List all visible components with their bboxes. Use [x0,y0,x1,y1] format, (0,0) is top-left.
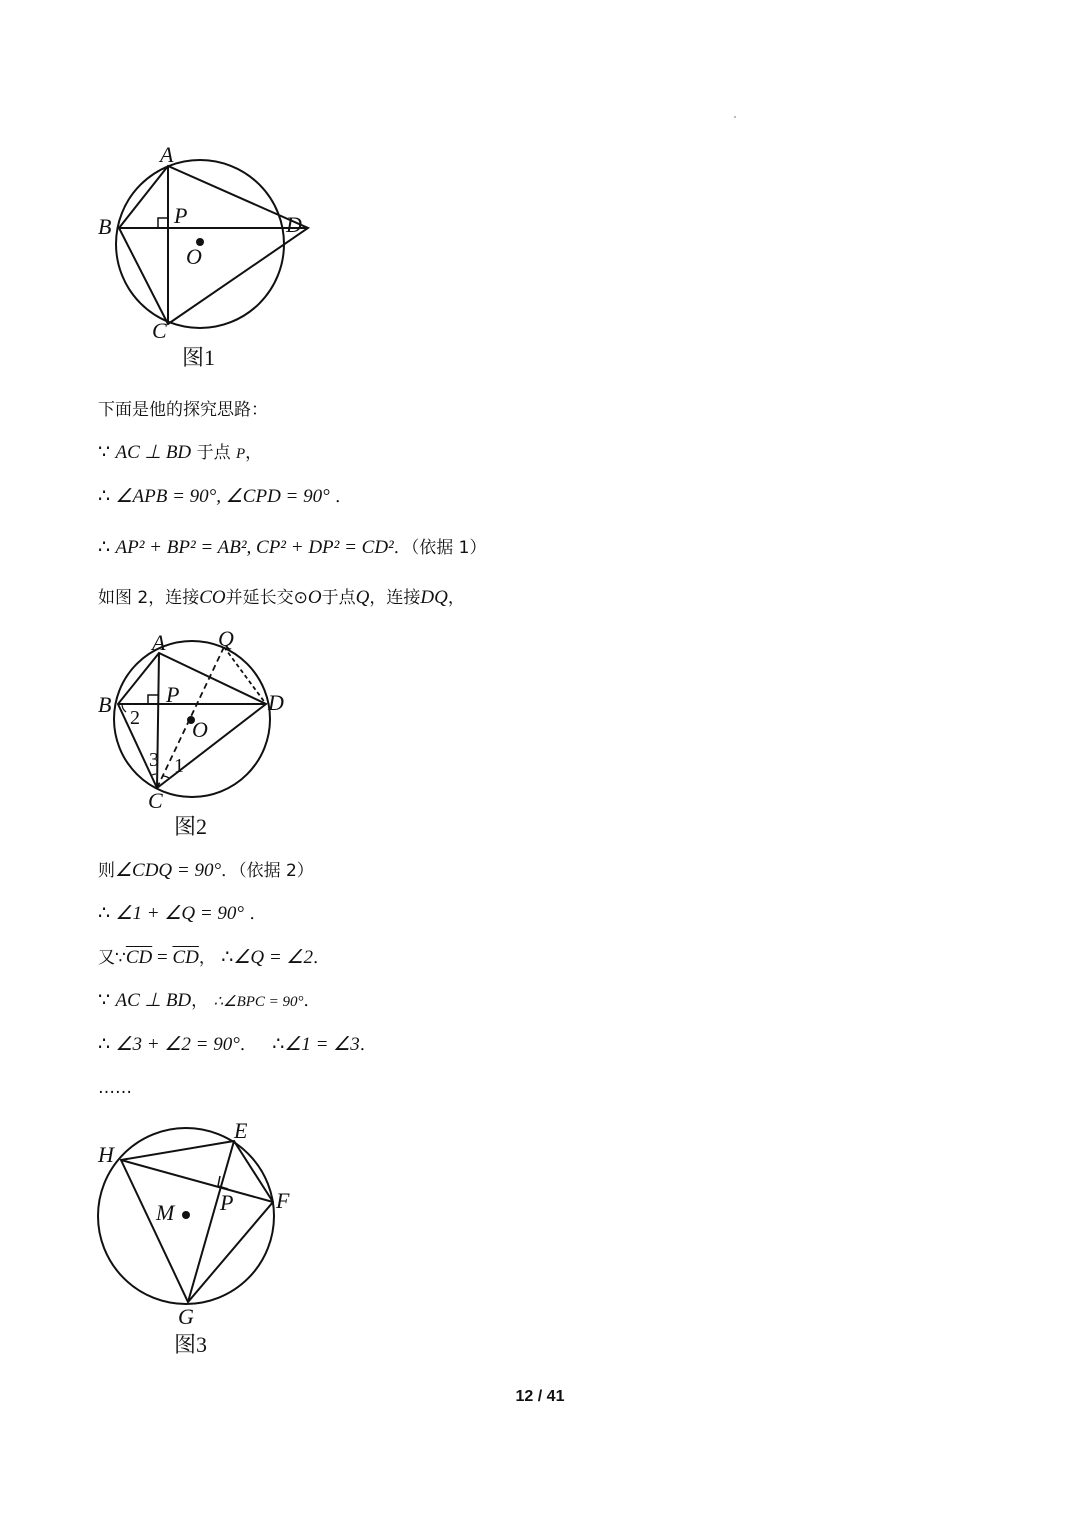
text-line-11 [98,1076,132,1100]
math-pythagoras: AP² + BP² = AB², CP² + DP² = CD² [115,537,394,558]
math-angle1-q: ∠1 + ∠Q = 90° [115,903,245,924]
fig2-angle-3: 3 [149,749,159,771]
text-connect-2: ，连接 [369,588,421,608]
math-co: CO [199,587,226,608]
text-extend: 并延长交⊙ [225,588,308,608]
page-number: 12 / 41 [515,1388,565,1405]
math-ac-perp-bd: AC ⊥ BD [115,990,192,1011]
period: ． [303,991,321,1011]
comma: ， [245,443,263,463]
ellipsis: …… [98,1078,132,1098]
fig2-angle-2: 2 [130,707,140,729]
therefore-symbol: ∴ [98,1034,111,1055]
therefore-symbol: ∴ [221,947,234,968]
text-line-9 [98,989,321,1014]
text-at-point: 于点 [191,443,231,463]
fig2-angle-1: 1 [174,755,184,777]
period: ． [239,1035,257,1055]
fig3-label-p: P [220,1190,234,1215]
math-cdq-90: ∠CDQ = 90° [115,860,222,881]
math-o: O [307,587,322,608]
text-basis-1: ．（依据 1） [393,538,487,558]
fig2-label-q: Q [218,626,234,651]
figure-3 [88,1110,328,1365]
text-line-8 [98,946,330,970]
fig1-label-c: C [152,318,167,343]
fig2-label-c: C [148,788,163,813]
fig2-label-o: O [192,717,208,742]
text-intro: 下面是他的探究思路： [98,400,268,420]
because-symbol: ∵ [98,990,111,1011]
text-line-6 [98,859,314,883]
therefore-symbol: ∴ [98,486,111,507]
math-q: Q [355,587,370,608]
fig2-label-d: D [268,690,284,715]
text-then: 则 [98,861,115,881]
text-line-5 [98,586,465,610]
fig1-label-a: A [160,142,174,167]
fig3-label-f: F [276,1188,290,1213]
text-basis-2: ．（依据 2） [221,861,314,881]
fig2-caption: 图2 [174,814,208,839]
fig2-label-p: P [166,682,180,707]
math-q-eq-2: ∠Q = ∠2 [233,947,313,968]
period: ． [359,1035,377,1055]
therefore-symbol: ∴ [98,903,111,924]
text-also-because: 又∵ [98,948,126,968]
fig3-label-h: H [98,1142,114,1167]
text-line-2 [98,441,262,466]
text-line-3 [98,485,352,509]
math-arc-cd: $\overline{CD}$ [125,947,153,968]
fig3-label-g: G [178,1304,194,1329]
math-3-plus-2: ∠3 + ∠2 = 90° [115,1034,240,1055]
fig1-caption: 图1 [182,345,216,370]
therefore-symbol: ∴ [98,537,111,558]
equals: = [152,947,173,968]
figure-2 [90,624,330,844]
text-line-4 [98,536,487,560]
comma: ， [447,588,465,608]
period: ． [249,904,267,924]
figure-1 [90,140,330,375]
text-line-1 [98,398,268,422]
comma: ， [198,948,216,968]
text-line-7 [98,902,266,926]
period: ． [335,487,353,507]
fig1-label-p: P [174,203,188,228]
text-line-10 [98,1033,377,1057]
math-bpc-90: ∴∠BPC = 90° [213,994,304,1010]
stray-dot [734,116,736,118]
therefore-symbol: ∴ [272,1034,285,1055]
math-angles-90: ∠APB = 90°, ∠CPD = 90° [115,486,330,507]
text-at-point: 于点 [321,588,356,608]
fig3-label-m: M [156,1200,175,1225]
fig3-caption: 图3 [174,1332,208,1357]
fig2-label-b: B [98,692,112,717]
comma: ， [191,991,209,1011]
fig3-label-e: E [234,1118,248,1143]
period: ． [312,948,330,968]
text-connect: 如图 2，连接 [98,588,200,608]
fig1-label-o: O [186,244,202,269]
fig1-label-b: B [98,214,112,239]
math-p: P [235,446,246,462]
math-1-eq-3: ∠1 = ∠3 [284,1034,360,1055]
math-arc-cd-2: $\overline{CD}$ [172,947,199,968]
fig1-label-d: D [286,212,302,237]
math-ac-perp-bd: AC ⊥ BD [115,442,192,463]
math-dq: DQ [420,587,448,608]
because-symbol: ∵ [98,442,111,463]
fig2-label-a: A [152,630,166,655]
